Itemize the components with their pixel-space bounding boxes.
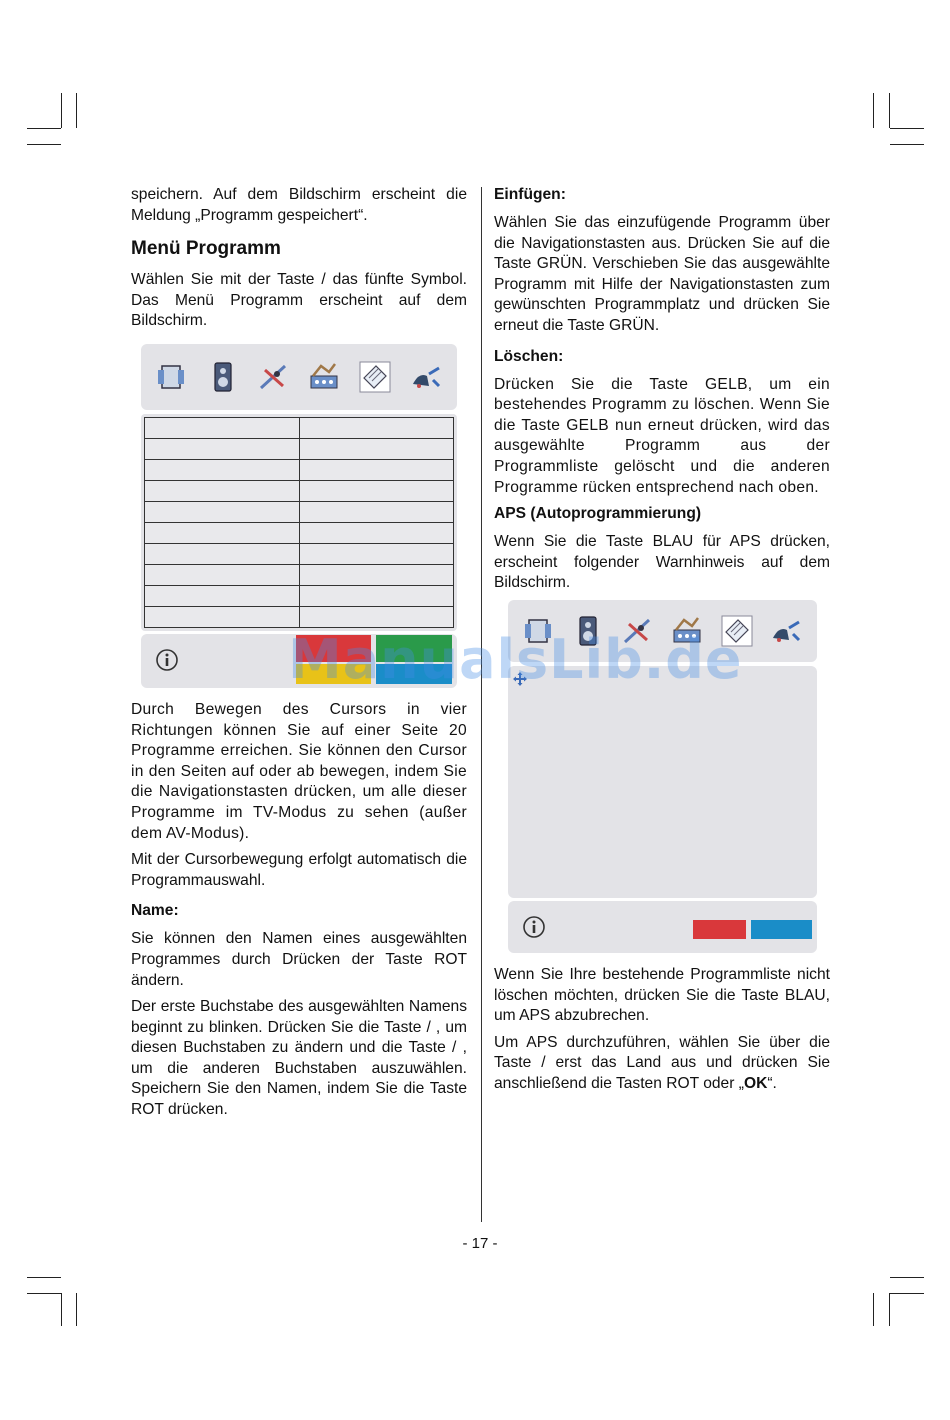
crop-mark xyxy=(890,1277,924,1278)
column-divider xyxy=(481,187,482,1222)
aps-warning-panel xyxy=(508,666,817,898)
picture-icon[interactable] xyxy=(522,614,556,648)
ok-label: OK xyxy=(743,1074,768,1092)
aps-icon-bar xyxy=(508,600,817,662)
aps-paragraph: Wenn Sie die Taste BLAU für APS drücken, erscheint folgender Warnhinweis auf dem Bildschirm. xyxy=(494,533,830,592)
crop-mark xyxy=(890,1293,924,1294)
crop-mark xyxy=(873,93,874,128)
picture-icon[interactable] xyxy=(155,360,189,394)
left-column xyxy=(131,185,467,1127)
insert-heading: Einfügen: xyxy=(494,186,566,203)
install-icon[interactable] xyxy=(307,360,341,394)
table-cell xyxy=(145,459,300,480)
select-paragraph: Wählen Sie mit der Taste / das fünfte Symbol. Das Menü Programm erscheint auf dem Bildschirm. xyxy=(131,271,467,330)
crop-mark xyxy=(27,128,61,129)
crop-mark xyxy=(61,1293,62,1326)
features-icon[interactable] xyxy=(621,614,655,648)
table-cell xyxy=(299,480,454,501)
table-cell xyxy=(299,459,454,480)
crop-mark xyxy=(889,1293,890,1326)
crop-mark xyxy=(27,144,61,145)
table-cell xyxy=(145,564,300,585)
table-cell xyxy=(299,501,454,522)
page-number: - 17 - xyxy=(462,1235,498,1252)
run-text: Um APS durchzuführen, wählen Sie über die Taste / erst das Land aus und drücken Sie anschließend die Tasten ROT oder „ xyxy=(494,1033,830,1092)
table-row[interactable] xyxy=(145,459,454,480)
table-cell xyxy=(145,480,300,501)
green-button[interactable] xyxy=(376,635,452,662)
auto-select-paragraph: Mit der Cursorbewegung erfolgt automatisch die Programmauswahl. xyxy=(131,851,467,889)
aps-warning-screen xyxy=(508,600,817,953)
source-icon[interactable] xyxy=(769,614,803,648)
right-column xyxy=(494,185,830,1100)
program-icon[interactable] xyxy=(358,360,392,394)
table-cell xyxy=(299,585,454,606)
red-button[interactable] xyxy=(693,920,746,939)
blue-button[interactable] xyxy=(376,664,452,684)
crop-mark xyxy=(890,128,924,129)
cursor-paragraph: Durch Bewegen des Cursors in vier Richtungen können Sie auf einer Seite 20 Programme erreichen. Sie können den Cursor in den Seiten auf oder ab bewegen, indem Sie die Navigationstasten drücken, um alle dieser Programme im TV-Modus zu sehen (außer dem AV-Modus). xyxy=(131,700,467,842)
table-row[interactable] xyxy=(145,501,454,522)
run-text-end: “. xyxy=(767,1074,777,1092)
table-row[interactable] xyxy=(145,606,454,627)
table-cell xyxy=(145,585,300,606)
table-cell xyxy=(145,438,300,459)
table-cell xyxy=(299,564,454,585)
table-cell xyxy=(299,417,454,438)
program-table-panel xyxy=(141,414,457,631)
aps-heading: APS (Autoprogrammierung) xyxy=(494,505,702,523)
program-menu-screen xyxy=(141,344,457,688)
table-row[interactable] xyxy=(145,522,454,543)
keep-paragraph: Wenn Sie Ihre bestehende Programmliste nicht löschen möchten, drücken Sie die Taste BLAU, um APS abzubrechen. xyxy=(494,965,830,1025)
crop-mark xyxy=(27,1293,61,1294)
install-icon[interactable] xyxy=(670,614,704,648)
info-icon xyxy=(522,915,546,939)
sound-icon[interactable] xyxy=(571,614,605,648)
table-row[interactable] xyxy=(145,543,454,564)
program-menu-footer xyxy=(141,634,457,688)
table-cell xyxy=(145,501,300,522)
aps-footer xyxy=(508,901,817,953)
info-icon xyxy=(155,648,179,672)
crop-mark xyxy=(61,93,62,128)
table-row[interactable] xyxy=(145,480,454,501)
delete-heading: Löschen: xyxy=(494,347,564,365)
table-cell xyxy=(145,543,300,564)
table-row[interactable] xyxy=(145,564,454,585)
table-cell xyxy=(299,606,454,627)
program-icon[interactable] xyxy=(720,614,754,648)
insert-paragraph: Wählen Sie das einzufügende Programm über die Navigationstasten aus. Drücken Sie auf die Taste GRÜN. Verschieben Sie das ausgewählte Programm mit Hilfe der Navigationstasten zum gewünschten Programmplatz und drücken Sie erneut die Taste GRÜN. xyxy=(494,214,830,334)
crop-mark xyxy=(873,1293,874,1326)
table-row[interactable] xyxy=(145,438,454,459)
crop-mark xyxy=(889,93,890,128)
table-cell xyxy=(299,522,454,543)
table-row[interactable] xyxy=(145,417,454,438)
crop-mark xyxy=(76,1293,77,1326)
table-row[interactable] xyxy=(145,585,454,606)
first-letter-paragraph: Der erste Buchstabe des ausgewählten Namens beginnt zu blinken. Drücken Sie die Taste / , um diesen Buchstaben zu ändern und die Taste / , um die anderen Buchstaben auszuwählen. Speichern Sie den Namen, indem Sie die Taste ROT drücken. xyxy=(131,998,467,1119)
run-paragraph xyxy=(494,1033,830,1095)
yellow-button[interactable] xyxy=(296,664,371,684)
table-cell xyxy=(299,438,454,459)
program-table xyxy=(144,417,454,628)
name-paragraph: Sie können den Namen eines ausgewählten Programmes durch Drücken der Taste ROT ändern. xyxy=(131,930,467,989)
table-cell xyxy=(145,606,300,627)
source-icon[interactable] xyxy=(409,360,443,394)
watermark: ManualsLib.de xyxy=(288,628,743,691)
move-icon xyxy=(513,672,527,686)
intro-paragraph: speichern. Auf dem Bildschirm erscheint die Meldung „Programm gespeichert“. xyxy=(131,186,467,224)
red-button[interactable] xyxy=(296,635,371,662)
name-heading: Name: xyxy=(131,902,179,920)
menu-icon-bar xyxy=(141,344,457,410)
table-cell xyxy=(145,522,300,543)
table-cell xyxy=(145,417,300,438)
crop-mark xyxy=(76,93,77,128)
crop-mark xyxy=(890,144,924,145)
crop-mark xyxy=(27,1277,61,1278)
section-heading: Menü Programm xyxy=(131,238,281,260)
sound-icon[interactable] xyxy=(206,360,240,394)
table-cell xyxy=(299,543,454,564)
features-icon[interactable] xyxy=(257,360,291,394)
delete-paragraph: Drücken Sie die Taste GELB, um ein bestehendes Programm zu löschen. Wenn Sie die Taste GELB nun erneut drücken, wird das ausgewählte Programm aus der Programmliste gelöscht und die anderen Programme rücken entsprechend nach oben. xyxy=(494,375,830,496)
blue-button[interactable] xyxy=(751,920,812,939)
